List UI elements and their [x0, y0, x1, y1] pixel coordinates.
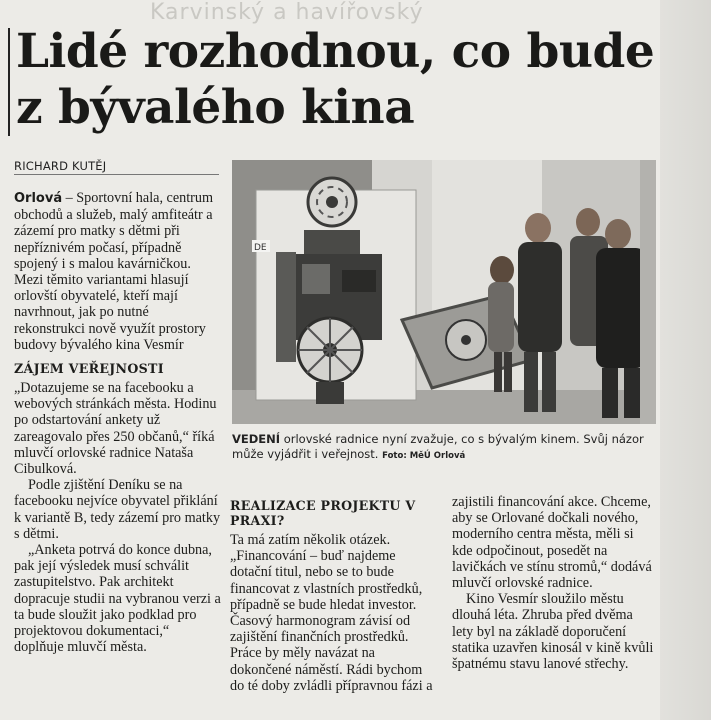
paragraph: Ta má zatím několik otázek. „Financování – buď najdeme dotační titul, nebo se to bude financovat z vlastních prostředků, případně se bude hledat investor. Časový harmonogram závisí od zajištění finančních prostředků. Práce by měly navázat na dokončené náměstí. Rádi bychom do té doby zvládli přípravnou fázi a: [230, 532, 433, 694]
lead-paragraph: [14, 190, 221, 353]
column-3: [452, 494, 657, 672]
column-1: [14, 190, 221, 655]
bleed-through-text: Karvinský a havířovský: [150, 0, 424, 25]
caption-text: orlovské radnice nyní zvažuje, co s bývalým kinem. Svůj názor může vyjádřit i veřejnost.: [232, 432, 644, 461]
byline-rule: [14, 174, 219, 175]
article-photo: [232, 160, 656, 424]
subhead-zajem-verejnosti: ZÁJEM VEŘEJNOSTI: [14, 361, 164, 377]
caption-lead: VEDENÍ: [232, 432, 281, 446]
svg-text:DE: DE: [254, 243, 267, 253]
column-2: [230, 498, 437, 694]
photo-caption: [232, 432, 656, 464]
subhead-realizace-projektu: REALIZACE PROJEKTU V PRAXI?: [230, 498, 416, 528]
paragraph: „Dotazujeme se na facebooku a webových stránkách města. Hodinu po odstartování ankety už zareagovalo přes 250 občanů,“ říká mluvčí orlovské radnice Nataša Cibulková.: [14, 380, 217, 478]
paragraph: Kino Vesmír sloužilo městu dlouhá léta. Zhruba před dvěma lety byl na základě doporučení statika uzavřen kinosál v kině kvůli špatnému stavu lanové střechy.: [452, 591, 654, 673]
lead-text: – Sportovní hala, centrum obchodů a služeb, malý amfiteátr a zázemí pro matky s dětmi při nepříznivém počasí, případně spojený i s malou kavárničkou. Mezi těmito variantami hlasují orlovští obyvatelé, kteří mají navrhnout, jak po nutné rekonstrukci nově využít prostory budovy bývalého kina Vesmír: [14, 190, 214, 353]
paragraph: zajistili financování akce. Chceme, aby se Orlované dočkali nového, moderního centra města, měli si kde odpočinout, posedět na lavičkách ve stínu stromů,“ dodává mluvčí orlovské radnice.: [452, 494, 652, 592]
headline: Lidé rozhodnou, co bude z bývalého kina: [16, 24, 655, 135]
headline-rule: [8, 28, 10, 136]
page-edge-strip: [660, 0, 711, 720]
paragraph: Podle zjištění Deníku se na facebooku nejvíce obyvatel přiklání k variantě B, tedy zázemí pro matky s dětmi.: [14, 477, 221, 542]
cinema-projector-photo: [232, 160, 656, 424]
lead-place: Orlová: [14, 191, 63, 206]
byline: RICHARD KUTĚJ: [14, 159, 107, 173]
photo-credit: Foto: MěÚ Orlová: [382, 451, 466, 461]
paragraph: „Anketa potrvá do konce dubna, pak její výsledek musí schválit zastupitelstvo. Pak architekt dopracuje studii na vybranou verzi a ta bude sloužit jako podklad pro projektovou dokumentaci,“ doplňuje mluvčí města.: [14, 542, 221, 656]
